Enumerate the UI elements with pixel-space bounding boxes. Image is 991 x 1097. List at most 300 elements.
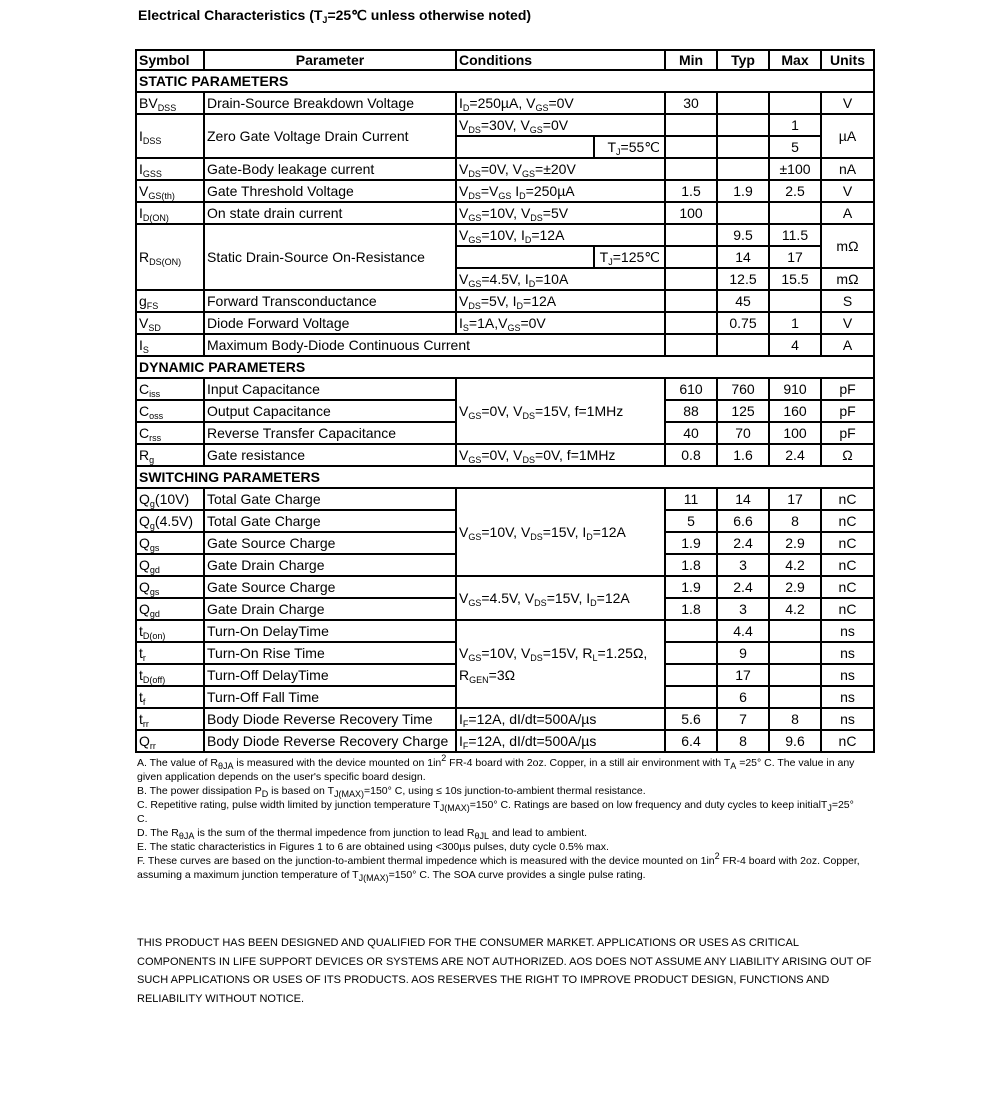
min-cell bbox=[665, 224, 717, 246]
min-cell: 0.8 bbox=[665, 444, 717, 466]
symbol-subscript: gs bbox=[149, 543, 160, 553]
unit-cell: S bbox=[821, 290, 874, 312]
unit-cell: V bbox=[821, 180, 874, 202]
text-segment: =12A bbox=[592, 524, 626, 540]
symbol bbox=[139, 645, 146, 661]
symbol bbox=[139, 535, 159, 551]
symbol bbox=[139, 513, 193, 529]
typ-cell: 1.9 bbox=[717, 180, 769, 202]
section-row bbox=[136, 466, 874, 488]
typ-cell bbox=[717, 92, 769, 114]
unit-cell: pF bbox=[821, 422, 874, 444]
parameter-cell: Gate Source Charge bbox=[204, 576, 456, 598]
symbol-cell bbox=[136, 642, 204, 664]
symbol-base: BV bbox=[139, 95, 158, 111]
symbol-base: I bbox=[139, 337, 143, 353]
typ-cell: 125 bbox=[717, 400, 769, 422]
symbol-cell bbox=[136, 554, 204, 576]
text-segment: V bbox=[459, 403, 469, 419]
text-segment: =250µA, V bbox=[469, 95, 536, 111]
disclaimer: THIS PRODUCT HAS BEEN DESIGNED AND QUALIFIED FOR THE CONSUMER MARKET. APPLICATIONS OR USES AS CRITICAL COMPONENTS IN LIFE SUPPORT DEVICES OR SYSTEMS ARE NOT AUTHORIZED. AOS DOES NOT ASSUME ANY LIABILITY ARISING OUT OF SUCH APPLICATIONS OR USES OF ITS PRODUCTS. AOS RESERVES THE RIGHT TO IMPROVE PRODUCT DESIGN, FUNCTIONS AND RELIABILITY WITHOUT NOTICE. bbox=[137, 937, 872, 1005]
header-min: Min bbox=[665, 50, 717, 70]
symbol bbox=[139, 579, 159, 595]
symbol bbox=[139, 623, 165, 639]
condition-cell bbox=[456, 202, 665, 224]
condition-cell bbox=[456, 378, 665, 444]
max-cell: 100 bbox=[769, 422, 821, 444]
symbol-base: C bbox=[139, 381, 150, 397]
subscript: D bbox=[516, 301, 524, 311]
min-cell bbox=[665, 620, 717, 642]
table-row bbox=[136, 312, 874, 334]
table-row bbox=[136, 730, 874, 752]
symbol-cell bbox=[136, 444, 204, 466]
max-cell bbox=[769, 642, 821, 664]
text-segment: =15V, R bbox=[542, 645, 593, 661]
subscript: GS bbox=[468, 598, 482, 608]
symbol-subscript: g bbox=[149, 521, 155, 531]
condition-cell bbox=[456, 312, 665, 334]
typ-cell: 4.4 bbox=[717, 620, 769, 642]
unit-cell: µA bbox=[821, 114, 874, 158]
typ-cell: 12.5 bbox=[717, 268, 769, 290]
symbol-base: R bbox=[139, 249, 150, 265]
parameter-cell: Gate-Body leakage current bbox=[204, 158, 456, 180]
subscript: D bbox=[528, 279, 536, 289]
unit-cell: V bbox=[821, 312, 874, 334]
subscript: J(MAX) bbox=[333, 789, 364, 799]
text-segment: =4.5V, I bbox=[481, 271, 529, 287]
symbol-cell bbox=[136, 576, 204, 598]
symbol bbox=[139, 95, 176, 111]
typ-cell: 9 bbox=[717, 642, 769, 664]
header-parameter: Parameter bbox=[204, 50, 456, 70]
symbol bbox=[139, 601, 160, 617]
unit-cell: mΩ bbox=[821, 268, 874, 290]
symbol-base: Q bbox=[139, 513, 150, 529]
subscript: DS bbox=[468, 191, 481, 201]
text-segment: D. The R bbox=[137, 827, 179, 839]
text-segment: =12A, dI/dt=500A/µs bbox=[468, 711, 597, 727]
symbol-subscript: SD bbox=[148, 323, 161, 333]
subscript: GS bbox=[468, 235, 482, 245]
text-segment: =0V bbox=[542, 117, 569, 133]
subscript: S bbox=[462, 323, 469, 333]
symbol-subscript: iss bbox=[149, 389, 161, 399]
subscript: J(MAX) bbox=[439, 803, 470, 813]
subscript: DS bbox=[530, 653, 543, 663]
footnote-c bbox=[137, 798, 867, 826]
min-cell bbox=[665, 268, 717, 290]
symbol-cell bbox=[136, 598, 204, 620]
subscript: D bbox=[524, 235, 532, 245]
typ-cell: 3 bbox=[717, 598, 769, 620]
subscript: DS bbox=[534, 598, 547, 608]
symbol-base: R bbox=[139, 447, 150, 463]
max-cell: 8 bbox=[769, 510, 821, 532]
text-segment: =10A bbox=[535, 271, 569, 287]
header-symbol: Symbol bbox=[136, 50, 204, 70]
switch-condition-line1 bbox=[459, 642, 662, 664]
min-cell: 5.6 bbox=[665, 708, 717, 730]
unit-cell: nC bbox=[821, 554, 874, 576]
symbol-base: Q bbox=[139, 601, 150, 617]
min-cell: 1.8 bbox=[665, 554, 717, 576]
text-segment: =5V bbox=[542, 205, 569, 221]
max-cell bbox=[769, 620, 821, 642]
text-segment: =1.25Ω, bbox=[597, 645, 648, 661]
text-segment: I bbox=[459, 315, 463, 331]
subscript: J bbox=[608, 257, 613, 267]
parameter-cell: Gate Threshold Voltage bbox=[204, 180, 456, 202]
symbol-subscript: D(on) bbox=[142, 631, 166, 641]
unit-cell: nC bbox=[821, 598, 874, 620]
symbol-base: Q bbox=[139, 579, 150, 595]
condition-cell bbox=[456, 114, 665, 136]
text-segment: V bbox=[459, 227, 469, 243]
text-segment: =12A bbox=[596, 590, 630, 606]
subscript: GS bbox=[468, 213, 482, 223]
table-row bbox=[136, 620, 874, 642]
condition-cell bbox=[456, 488, 665, 576]
symbol-cell bbox=[136, 180, 204, 202]
subscript: J(MAX) bbox=[358, 873, 389, 883]
subscript: D bbox=[590, 598, 597, 608]
symbol bbox=[139, 315, 161, 331]
text-segment: V bbox=[459, 183, 469, 199]
table-row bbox=[136, 92, 874, 114]
symbol-subscript: GS(th) bbox=[148, 191, 175, 201]
typ-cell: 70 bbox=[717, 422, 769, 444]
max-cell: 17 bbox=[769, 246, 821, 268]
condition-cell bbox=[456, 708, 665, 730]
text-segment: =10V, V bbox=[481, 524, 531, 540]
parameter-cell: Zero Gate Voltage Drain Current bbox=[204, 114, 456, 158]
max-cell: 1 bbox=[769, 114, 821, 136]
subscript: D bbox=[586, 532, 593, 542]
max-cell: 4.2 bbox=[769, 554, 821, 576]
subscript: DS bbox=[522, 411, 536, 421]
symbol-cell bbox=[136, 312, 204, 334]
symbol-subscript: FS bbox=[146, 301, 159, 311]
footnote-b bbox=[137, 784, 867, 798]
parameter-cell: Drain-Source Breakdown Voltage bbox=[204, 92, 456, 114]
symbol bbox=[139, 381, 160, 397]
symbol-base: Q bbox=[139, 535, 150, 551]
parameter-cell: Body Diode Reverse Recovery Time bbox=[204, 708, 456, 730]
symbol-subscript: D(ON) bbox=[142, 213, 169, 223]
symbol-cell bbox=[136, 114, 204, 158]
symbol-base: V bbox=[139, 315, 149, 331]
symbol-base: C bbox=[139, 403, 150, 419]
text-segment: =15V, I bbox=[542, 524, 587, 540]
max-cell: 4.2 bbox=[769, 598, 821, 620]
min-cell: 610 bbox=[665, 378, 717, 400]
symbol-subscript: g bbox=[149, 455, 155, 465]
symbol-cell bbox=[136, 510, 204, 532]
text-segment: =V bbox=[480, 183, 499, 199]
subscript: J bbox=[616, 147, 621, 157]
symbol-subscript: DS(ON) bbox=[149, 257, 182, 267]
table-row bbox=[136, 576, 874, 598]
symbol-base: t bbox=[139, 689, 143, 705]
symbol-cell bbox=[136, 158, 204, 180]
max-cell: 2.9 bbox=[769, 532, 821, 554]
text-segment: V bbox=[459, 117, 469, 133]
parameter-cell: Output Capacitance bbox=[204, 400, 456, 422]
parameter-cell: Gate Drain Charge bbox=[204, 554, 456, 576]
text-segment: FR-4 board with 2oz. Copper, assuming a maximum junction temperature of T bbox=[137, 855, 860, 881]
text-segment: A. The value of R bbox=[137, 757, 218, 769]
text-segment: =0V bbox=[548, 95, 574, 111]
unit-cell: ns bbox=[821, 686, 874, 708]
text-segment: =150° C. Ratings are based on low frequency and duty cycles to keep initialT bbox=[469, 799, 828, 811]
text-segment: =3Ω bbox=[488, 667, 516, 683]
max-cell: 2.5 bbox=[769, 180, 821, 202]
symbol bbox=[139, 403, 163, 419]
subscript: L bbox=[592, 653, 598, 663]
footnote-a bbox=[137, 753, 867, 784]
symbol bbox=[139, 491, 189, 507]
footnote-f bbox=[137, 851, 867, 883]
table-row bbox=[136, 334, 874, 356]
typ-cell: 2.4 bbox=[717, 576, 769, 598]
text-segment: =15V, f=1MHz bbox=[535, 403, 624, 419]
subscript: D bbox=[261, 789, 269, 799]
condition-cell bbox=[456, 92, 665, 114]
text-segment: V bbox=[459, 271, 469, 287]
symbol-subscript: DSS bbox=[157, 103, 177, 113]
max-cell bbox=[769, 290, 821, 312]
text-segment: =±20V bbox=[535, 161, 576, 177]
parameter-cell: Turn-On DelayTime bbox=[204, 620, 456, 642]
symbol-base: t bbox=[139, 711, 143, 727]
section-switching: SWITCHING PARAMETERS bbox=[136, 466, 874, 488]
subscript: GS bbox=[535, 103, 549, 113]
text-segment: is based on T bbox=[268, 785, 334, 797]
condition-spacer bbox=[456, 136, 594, 158]
parameter-cell: Gate resistance bbox=[204, 444, 456, 466]
symbol-base: Q bbox=[139, 491, 150, 507]
text-segment: =10V, V bbox=[481, 645, 531, 661]
temperature-condition-cell bbox=[594, 246, 665, 268]
subscript: θJA bbox=[178, 831, 195, 841]
max-cell bbox=[769, 92, 821, 114]
section-static: STATIC PARAMETERS bbox=[136, 70, 874, 92]
symbol-subscript: GSS bbox=[142, 169, 162, 179]
text-segment: I bbox=[459, 711, 463, 727]
symbol-base: Q bbox=[139, 557, 150, 573]
typ-cell bbox=[717, 202, 769, 224]
footnotes bbox=[137, 753, 867, 883]
unit-cell: A bbox=[821, 334, 874, 356]
parameter-cell: Turn-On Rise Time bbox=[204, 642, 456, 664]
text-segment: =0V, V bbox=[481, 403, 523, 419]
text-segment: =0V, V bbox=[480, 161, 522, 177]
max-cell: 1 bbox=[769, 312, 821, 334]
unit-cell: Ω bbox=[821, 444, 874, 466]
unit-cell: ns bbox=[821, 642, 874, 664]
subscript: DS bbox=[530, 532, 543, 542]
symbol-cell bbox=[136, 290, 204, 312]
condition-cell bbox=[456, 290, 665, 312]
text-segment: T bbox=[599, 249, 609, 265]
max-cell: 4 bbox=[769, 334, 821, 356]
subscript: DS bbox=[468, 169, 481, 179]
parameter-cell: Static Drain-Source On-Resistance bbox=[204, 224, 456, 290]
text-segment: R bbox=[459, 667, 470, 683]
section-row bbox=[136, 356, 874, 378]
electrical-characteristics-table bbox=[135, 49, 875, 753]
max-cell: 910 bbox=[769, 378, 821, 400]
symbol-cell bbox=[136, 532, 204, 554]
parameter-cell: Input Capacitance bbox=[204, 378, 456, 400]
unit-cell: A bbox=[821, 202, 874, 224]
max-cell: 2.9 bbox=[769, 576, 821, 598]
parameter-cell: Gate Source Charge bbox=[204, 532, 456, 554]
symbol bbox=[139, 128, 161, 144]
unit-cell: nC bbox=[821, 532, 874, 554]
symbol bbox=[139, 447, 154, 463]
text-segment: =15V, I bbox=[546, 590, 591, 606]
subscript: GS bbox=[522, 169, 536, 179]
typ-cell: 760 bbox=[717, 378, 769, 400]
text-segment: =4.5V, V bbox=[481, 590, 535, 606]
subscript: GS bbox=[529, 125, 543, 135]
typ-cell: 1.6 bbox=[717, 444, 769, 466]
text-segment: is the sum of the thermal impedence from junction to lead R bbox=[194, 827, 475, 839]
symbol-subscript: rr bbox=[149, 741, 156, 751]
symbol-base: t bbox=[139, 667, 143, 683]
unit-cell: pF bbox=[821, 400, 874, 422]
text-segment: B. The power dissipation P bbox=[137, 785, 262, 797]
max-cell: 160 bbox=[769, 400, 821, 422]
unit-cell: V bbox=[821, 92, 874, 114]
text-segment: =25° C. bbox=[137, 799, 854, 825]
subscript: GS bbox=[468, 279, 482, 289]
subscript: A bbox=[730, 761, 737, 771]
table-row bbox=[136, 488, 874, 510]
max-cell: 17 bbox=[769, 488, 821, 510]
text-segment: =150° C, using ≤ 10s junction-to-ambient thermal resistance. bbox=[363, 785, 646, 797]
typ-cell bbox=[717, 136, 769, 158]
typ-cell: 7 bbox=[717, 708, 769, 730]
min-cell bbox=[665, 114, 717, 136]
symbol-suffix: (10V) bbox=[154, 491, 190, 507]
max-cell: 2.4 bbox=[769, 444, 821, 466]
condition-cell bbox=[456, 730, 665, 752]
symbol-subscript: gd bbox=[149, 565, 160, 575]
min-cell: 1.8 bbox=[665, 598, 717, 620]
text-segment: V bbox=[459, 293, 469, 309]
text-segment: I bbox=[511, 183, 520, 199]
table-row bbox=[136, 378, 874, 400]
condition-spacer bbox=[456, 246, 594, 268]
footnote-d bbox=[137, 826, 867, 840]
section-dynamic: DYNAMIC PARAMETERS bbox=[136, 356, 874, 378]
condition-cell bbox=[456, 576, 665, 620]
typ-cell: 8 bbox=[717, 730, 769, 752]
symbol-cell bbox=[136, 92, 204, 114]
text-segment: =0V, V bbox=[481, 447, 523, 463]
min-cell bbox=[665, 334, 717, 356]
symbol-cell bbox=[136, 202, 204, 224]
max-cell: 8 bbox=[769, 708, 821, 730]
text-segment: =150° C. The SOA curve provides a single pulse rating. bbox=[388, 869, 646, 881]
min-cell bbox=[665, 136, 717, 158]
text-segment: =55℃ bbox=[620, 139, 660, 155]
table-row bbox=[136, 202, 874, 224]
header-typ: Typ bbox=[717, 50, 769, 70]
text-segment: F. These curves are based on the junction-to-ambient thermal impedence which is measured with the device mounted on 1in bbox=[137, 855, 715, 867]
text-segment: =30V, V bbox=[480, 117, 530, 133]
typ-cell bbox=[717, 334, 769, 356]
symbol bbox=[139, 733, 156, 749]
parameter-cell: Diode Forward Voltage bbox=[204, 312, 456, 334]
table-row bbox=[136, 114, 874, 136]
unit-cell: ns bbox=[821, 620, 874, 642]
parameter-cell: On state drain current bbox=[204, 202, 456, 224]
text-segment: T bbox=[607, 139, 617, 155]
parameter-cell: Turn-Off DelayTime bbox=[204, 664, 456, 686]
symbol-cell bbox=[136, 422, 204, 444]
symbol bbox=[139, 337, 149, 353]
table-row bbox=[136, 180, 874, 202]
unit-cell: nC bbox=[821, 576, 874, 598]
header-conditions: Conditions bbox=[456, 50, 665, 70]
symbol-subscript: oss bbox=[149, 411, 164, 421]
symbol-cell bbox=[136, 708, 204, 730]
subscript: GS bbox=[468, 653, 482, 663]
symbol-base: C bbox=[139, 425, 150, 441]
subscript: DS bbox=[468, 125, 481, 135]
symbol-subscript: gs bbox=[149, 587, 160, 597]
subscript: GEN bbox=[469, 675, 489, 685]
text-segment: I bbox=[459, 733, 463, 749]
symbol-base: t bbox=[139, 623, 143, 639]
max-cell: 5 bbox=[769, 136, 821, 158]
max-cell bbox=[769, 664, 821, 686]
symbol bbox=[139, 293, 158, 309]
table-row bbox=[136, 158, 874, 180]
max-cell bbox=[769, 686, 821, 708]
symbol bbox=[139, 183, 175, 199]
superscript: 2 bbox=[714, 851, 720, 861]
text-segment: =12A bbox=[531, 227, 565, 243]
condition-cell bbox=[456, 180, 665, 202]
symbol bbox=[139, 689, 145, 705]
max-cell: 11.5 bbox=[769, 224, 821, 246]
text-segment: =0V bbox=[520, 315, 546, 331]
symbol-subscript: DSS bbox=[142, 136, 162, 146]
parameter-cell: Turn-Off Fall Time bbox=[204, 686, 456, 708]
symbol-base: g bbox=[139, 293, 147, 309]
text-segment: I bbox=[459, 95, 463, 111]
subscript: GS bbox=[468, 455, 482, 465]
parameter-cell: Maximum Body-Diode Continuous Current bbox=[204, 334, 665, 356]
symbol-subscript: rss bbox=[149, 433, 162, 443]
max-cell bbox=[769, 202, 821, 224]
unit-cell: nA bbox=[821, 158, 874, 180]
table-row bbox=[136, 224, 874, 246]
symbol bbox=[139, 425, 161, 441]
header-units: Units bbox=[821, 50, 874, 70]
symbol-cell bbox=[136, 730, 204, 752]
text-segment: =10V, V bbox=[481, 205, 531, 221]
text-segment: =1A,V bbox=[468, 315, 508, 331]
parameter-cell: Total Gate Charge bbox=[204, 510, 456, 532]
min-cell bbox=[665, 664, 717, 686]
